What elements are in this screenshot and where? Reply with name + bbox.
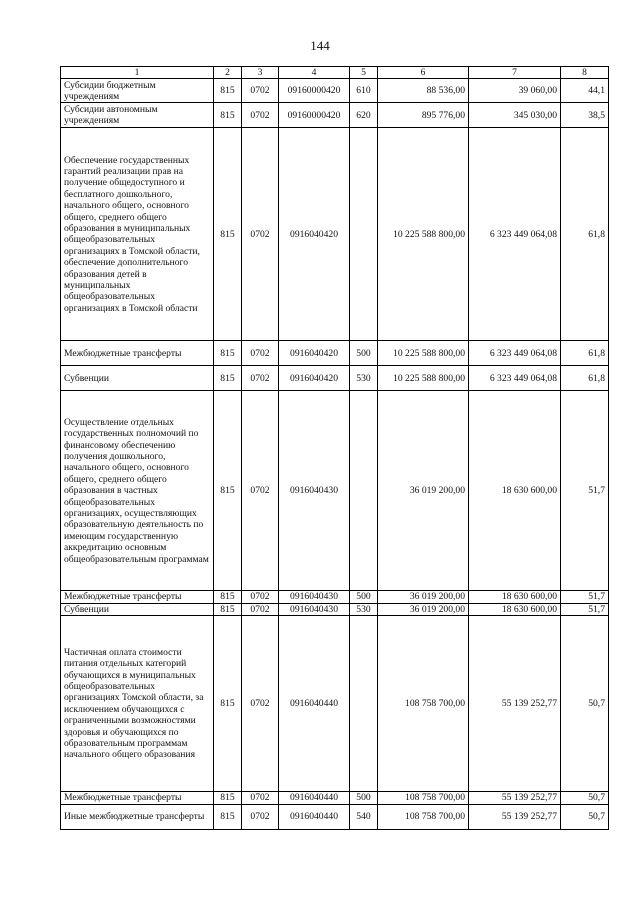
table-row xyxy=(61,341,609,366)
row-col5: 500 xyxy=(350,591,378,603)
table-row xyxy=(61,79,609,103)
row-col6: 895 776,00 xyxy=(378,103,469,128)
table-row xyxy=(61,128,609,341)
row-name: Осуществление отдельных государственных полномочий по финансовому обеспечению получения дошкольного, начального общего, основного общего, среднего общего образования в частных общеобразовательных организациях, осуществляющих образовательную деятельность по имеющим государственную аккредитацию основным общеобразовательным программам xyxy=(61,391,214,591)
row-col7: 6 323 449 064,08 xyxy=(469,128,561,341)
row-col6: 10 225 588 800,00 xyxy=(378,128,469,341)
row-col2: 815 xyxy=(214,391,242,591)
row-col7: 39 060,00 xyxy=(469,79,561,103)
row-col3: 0702 xyxy=(242,79,279,103)
row-col6: 36 019 200,00 xyxy=(378,603,469,615)
row-col3: 0702 xyxy=(242,591,279,603)
row-col2: 815 xyxy=(214,128,242,341)
table-row xyxy=(61,366,609,391)
row-col7: 55 139 252,77 xyxy=(469,792,561,804)
row-name: Субсидии автономным учреждениям xyxy=(61,103,214,128)
row-col4: 0916040430 xyxy=(279,603,350,615)
row-col8: 51,7 xyxy=(561,603,609,615)
header-cell: 8 xyxy=(561,67,609,79)
row-col2: 815 xyxy=(214,804,242,829)
row-col3: 0702 xyxy=(242,128,279,341)
row-col8: 50,7 xyxy=(561,792,609,804)
table-row xyxy=(61,103,609,128)
row-col6: 10 225 588 800,00 xyxy=(378,366,469,391)
row-col5 xyxy=(350,128,378,341)
row-col4: 0916040420 xyxy=(279,366,350,391)
row-col4: 0916040420 xyxy=(279,128,350,341)
row-col4: 0916040440 xyxy=(279,616,350,792)
row-col8: 61,8 xyxy=(561,366,609,391)
row-col4: 09160000420 xyxy=(279,79,350,103)
header-cell: 1 xyxy=(61,67,214,79)
row-col2: 815 xyxy=(214,79,242,103)
row-col2: 815 xyxy=(214,792,242,804)
header-cell: 4 xyxy=(279,67,350,79)
row-col5: 500 xyxy=(350,792,378,804)
row-name: Межбюджетные трансферты xyxy=(61,591,214,603)
row-col8: 44,1 xyxy=(561,79,609,103)
row-col3: 0702 xyxy=(242,103,279,128)
row-col7: 345 030,00 xyxy=(469,103,561,128)
row-col6: 10 225 588 800,00 xyxy=(378,341,469,366)
row-col3: 0702 xyxy=(242,603,279,615)
row-col5: 620 xyxy=(350,103,378,128)
row-col5 xyxy=(350,616,378,792)
row-col3: 0702 xyxy=(242,616,279,792)
row-col8: 50,7 xyxy=(561,804,609,829)
row-col8: 61,8 xyxy=(561,341,609,366)
row-name: Иные межбюджетные трансферты xyxy=(61,804,214,829)
row-col5: 500 xyxy=(350,341,378,366)
row-name: Субвенции xyxy=(61,603,214,615)
row-col8: 50,7 xyxy=(561,616,609,792)
header-cell: 5 xyxy=(350,67,378,79)
row-col5 xyxy=(350,391,378,591)
table-row xyxy=(61,591,609,603)
row-name: Частичная оплата стоимости питания отдельных категорий обучающихся в муниципальных общеобразовательных организациях Томской области, за исключением обучающихся с ограниченными возможностями здоровья и обучающихся по образовательным программам начального общего образования xyxy=(61,616,214,792)
row-col7: 6 323 449 064,08 xyxy=(469,341,561,366)
row-col2: 815 xyxy=(214,341,242,366)
row-col5: 540 xyxy=(350,804,378,829)
row-col7: 55 139 252,77 xyxy=(469,616,561,792)
row-col6: 36 019 200,00 xyxy=(378,391,469,591)
row-col3: 0702 xyxy=(242,804,279,829)
header-cell: 7 xyxy=(469,67,561,79)
row-col3: 0702 xyxy=(242,341,279,366)
row-col3: 0702 xyxy=(242,792,279,804)
row-col7: 18 630 600,00 xyxy=(469,591,561,603)
row-col8: 51,7 xyxy=(561,391,609,591)
row-col6: 108 758 700,00 xyxy=(378,792,469,804)
row-col8: 51,7 xyxy=(561,591,609,603)
row-col4: 0916040440 xyxy=(279,792,350,804)
row-col7: 18 630 600,00 xyxy=(469,391,561,591)
row-col5: 530 xyxy=(350,366,378,391)
table-row xyxy=(61,616,609,792)
row-col4: 0916040420 xyxy=(279,341,350,366)
row-col7: 55 139 252,77 xyxy=(469,804,561,829)
row-name: Обеспечение государственных гарантий реализации прав на получение общедоступного и бесплатного дошкольного, начального общего, основного общего, среднего общего образования в муниципальных общеобразовательных организациях в Томской области, обеспечение дополнительного образования детей в муниципальных общеобразовательных организациях в Томской области xyxy=(61,128,214,341)
row-col2: 815 xyxy=(214,591,242,603)
row-col6: 108 758 700,00 xyxy=(378,616,469,792)
row-col4: 0916040430 xyxy=(279,591,350,603)
row-col2: 815 xyxy=(214,616,242,792)
row-col7: 18 630 600,00 xyxy=(469,603,561,615)
header-cell: 3 xyxy=(242,67,279,79)
row-col3: 0702 xyxy=(242,366,279,391)
row-col7: 6 323 449 064,08 xyxy=(469,366,561,391)
row-name: Субвенции xyxy=(61,366,214,391)
table-row xyxy=(61,792,609,804)
row-col4: 09160000420 xyxy=(279,103,350,128)
row-col4: 0916040440 xyxy=(279,804,350,829)
row-name: Межбюджетные трансферты xyxy=(61,792,214,804)
row-col6: 108 758 700,00 xyxy=(378,804,469,829)
row-col8: 61,8 xyxy=(561,128,609,341)
table-row xyxy=(61,804,609,829)
table-row xyxy=(61,603,609,615)
row-col4: 0916040430 xyxy=(279,391,350,591)
header-cell: 6 xyxy=(378,67,469,79)
page-number: 144 xyxy=(310,38,330,53)
row-col6: 36 019 200,00 xyxy=(378,591,469,603)
row-name: Субсидии бюджетным учреждениям xyxy=(61,79,214,103)
header-cell: 2 xyxy=(214,67,242,79)
row-col3: 0702 xyxy=(242,391,279,591)
row-col2: 815 xyxy=(214,603,242,615)
row-col2: 815 xyxy=(214,103,242,128)
header-row xyxy=(61,67,609,79)
row-name: Межбюджетные трансферты xyxy=(61,341,214,366)
budget-table xyxy=(60,66,609,830)
row-col2: 815 xyxy=(214,366,242,391)
row-col8: 38,5 xyxy=(561,103,609,128)
row-col5: 610 xyxy=(350,79,378,103)
table-row xyxy=(61,391,609,591)
row-col6: 88 536,00 xyxy=(378,79,469,103)
row-col5: 530 xyxy=(350,603,378,615)
